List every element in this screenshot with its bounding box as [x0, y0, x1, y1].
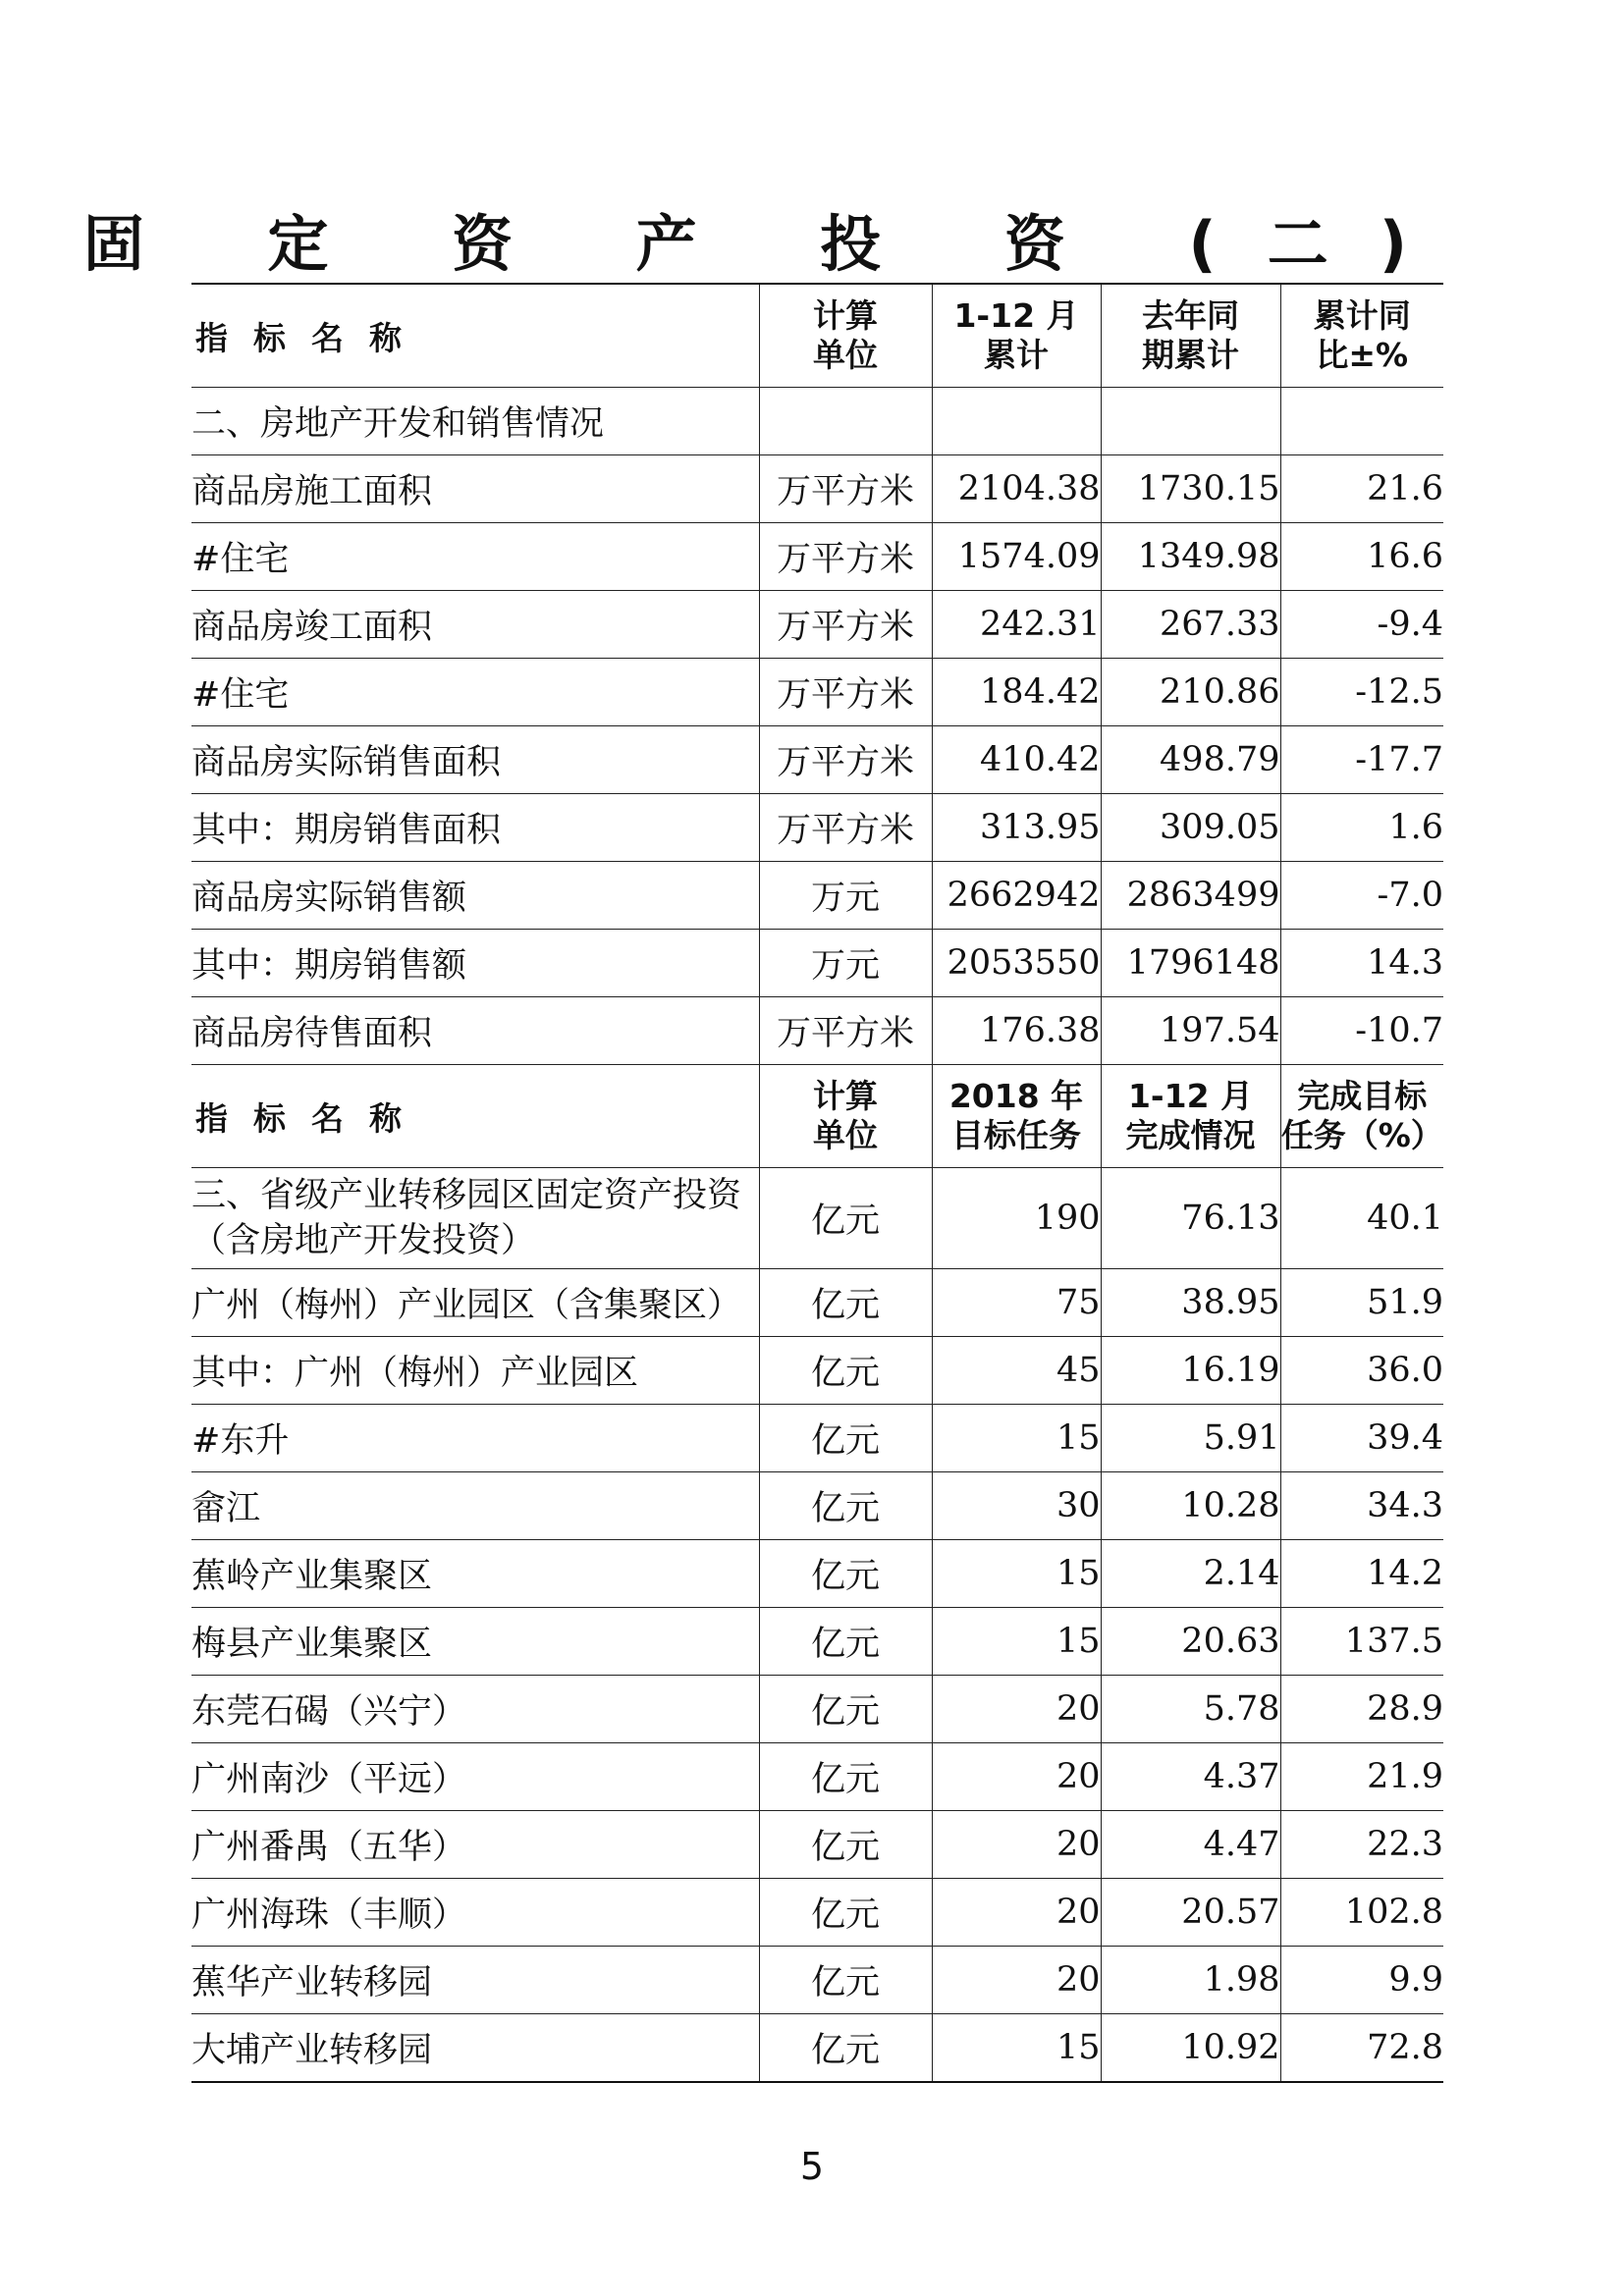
table-row [191, 1337, 1443, 1405]
row-name: 蕉岭产业集聚区 [191, 1540, 759, 1608]
row-completion-pct: 39.4 [1280, 1405, 1443, 1472]
row-completion-pct: 14.2 [1280, 1540, 1443, 1608]
table-row [191, 455, 1443, 523]
table-row [191, 1540, 1443, 1608]
header-completion-pct: 完成目标 任务（%） [1280, 1065, 1443, 1168]
row-target: 20 [932, 1811, 1101, 1879]
row-name: #东升 [191, 1405, 759, 1472]
table-row [191, 726, 1443, 794]
row-yoy: -10.7 [1280, 997, 1443, 1065]
row-unit: 万平方米 [759, 794, 932, 862]
table-row [191, 1608, 1443, 1676]
row-name: 大埔产业转移园 [191, 2014, 759, 2083]
row-cumulative: 313.95 [932, 794, 1101, 862]
row-completion: 20.57 [1101, 1879, 1280, 1947]
row-last-year: 1796148 [1101, 930, 1280, 997]
row-unit: 万元 [759, 930, 932, 997]
row-last-year: 2863499 [1101, 862, 1280, 930]
row-completion-pct: 9.9 [1280, 1947, 1443, 2014]
row-unit: 万平方米 [759, 997, 932, 1065]
row-completion: 76.13 [1101, 1168, 1280, 1269]
table-row [191, 1879, 1443, 1947]
header-indicator-name: 指标名称 [191, 1065, 759, 1168]
header-cumulative: 1-12 月 累计 [932, 284, 1101, 388]
row-unit: 万平方米 [759, 659, 932, 726]
row-completion-pct: 40.1 [1280, 1168, 1443, 1269]
row-target: 15 [932, 1540, 1101, 1608]
row-target: 20 [932, 1743, 1101, 1811]
row-target: 15 [932, 1405, 1101, 1472]
row-cumulative: 2053550 [932, 930, 1101, 997]
table-header-1 [191, 284, 1443, 388]
row-cumulative: 176.38 [932, 997, 1101, 1065]
row-unit: 亿元 [759, 1472, 932, 1540]
row-name: 广州海珠（丰顺） [191, 1879, 759, 1947]
row-last-year: 197.54 [1101, 997, 1280, 1065]
row-name: 其中：期房销售面积 [191, 794, 759, 862]
row-target: 20 [932, 1947, 1101, 2014]
row-completion: 20.63 [1101, 1608, 1280, 1676]
row-completion-pct: 137.5 [1280, 1608, 1443, 1676]
table-row [191, 1676, 1443, 1743]
row-name: 商品房竣工面积 [191, 591, 759, 659]
page-title: 固 定 资 产 投 资 (二) [82, 207, 1459, 280]
row-unit: 万平方米 [759, 523, 932, 591]
row-completion-pct: 72.8 [1280, 2014, 1443, 2083]
header-yoy: 累计同 比±% [1280, 284, 1443, 388]
row-target: 45 [932, 1337, 1101, 1405]
row-unit: 亿元 [759, 2014, 932, 2083]
row-last-year: 309.05 [1101, 794, 1280, 862]
row-cumulative: 242.31 [932, 591, 1101, 659]
row-last-year: 498.79 [1101, 726, 1280, 794]
row-name: 商品房待售面积 [191, 997, 759, 1065]
table-row [191, 997, 1443, 1065]
row-name: 商品房实际销售面积 [191, 726, 759, 794]
row-name: 蕉华产业转移园 [191, 1947, 759, 2014]
row-target: 190 [932, 1168, 1101, 1269]
row-cumulative: 2662942 [932, 862, 1101, 930]
row-unit: 万平方米 [759, 726, 932, 794]
row-unit: 亿元 [759, 1743, 932, 1811]
row-completion-pct: 28.9 [1280, 1676, 1443, 1743]
row-completion-pct: 36.0 [1280, 1337, 1443, 1405]
row-target: 75 [932, 1269, 1101, 1337]
row-yoy: 1.6 [1280, 794, 1443, 862]
row-completion-pct: 22.3 [1280, 1811, 1443, 1879]
row-last-year: 1349.98 [1101, 523, 1280, 591]
header-last-year: 去年同 期累计 [1101, 284, 1280, 388]
row-name: 广州南沙（平远） [191, 1743, 759, 1811]
row-completion: 5.91 [1101, 1405, 1280, 1472]
row-completion: 16.19 [1101, 1337, 1280, 1405]
table-row [191, 1472, 1443, 1540]
section-label: 二、房地产开发和销售情况 [191, 388, 759, 455]
row-cumulative: 410.42 [932, 726, 1101, 794]
row-unit: 万平方米 [759, 455, 932, 523]
row-completion: 4.47 [1101, 1811, 1280, 1879]
row-name: 商品房施工面积 [191, 455, 759, 523]
row-completion: 2.14 [1101, 1540, 1280, 1608]
row-unit: 亿元 [759, 1608, 932, 1676]
row-target: 20 [932, 1879, 1101, 1947]
section-row [191, 388, 1443, 455]
row-completion-pct: 21.9 [1280, 1743, 1443, 1811]
row-yoy: -12.5 [1280, 659, 1443, 726]
table-header-2 [191, 1065, 1443, 1168]
row-target: 15 [932, 1608, 1101, 1676]
row-yoy: -9.4 [1280, 591, 1443, 659]
table-row [191, 1168, 1443, 1269]
row-yoy: -17.7 [1280, 726, 1443, 794]
row-completion: 38.95 [1101, 1269, 1280, 1337]
table-row [191, 1743, 1443, 1811]
statistics-table [191, 283, 1443, 2083]
row-cumulative: 2104.38 [932, 455, 1101, 523]
row-target: 15 [932, 2014, 1101, 2083]
row-unit: 亿元 [759, 1947, 932, 2014]
header-indicator-name: 指标名称 [191, 284, 759, 388]
row-completion: 10.92 [1101, 2014, 1280, 2083]
row-name: 梅县产业集聚区 [191, 1608, 759, 1676]
header-unit: 计算 单位 [759, 284, 932, 388]
table-row [191, 1269, 1443, 1337]
header-target: 2018 年 目标任务 [932, 1065, 1101, 1168]
row-completion-pct: 34.3 [1280, 1472, 1443, 1540]
table-row [191, 1811, 1443, 1879]
table-row [191, 1405, 1443, 1472]
table-row [191, 1947, 1443, 2014]
row-completion: 5.78 [1101, 1676, 1280, 1743]
row-name: 三、省级产业转移园区固定资产投资（含房地产开发投资） [191, 1168, 759, 1269]
row-name: 东莞石碣（兴宁） [191, 1676, 759, 1743]
row-name: 商品房实际销售额 [191, 862, 759, 930]
page-number: 5 [799, 2145, 825, 2188]
row-name: 畲江 [191, 1472, 759, 1540]
table-row [191, 591, 1443, 659]
row-unit: 亿元 [759, 1676, 932, 1743]
row-name: #住宅 [191, 523, 759, 591]
row-unit: 亿元 [759, 1811, 932, 1879]
row-unit: 亿元 [759, 1168, 932, 1269]
row-completion: 10.28 [1101, 1472, 1280, 1540]
row-name: 广州（梅州）产业园区（含集聚区） [191, 1269, 759, 1337]
row-unit: 亿元 [759, 1337, 932, 1405]
row-last-year: 267.33 [1101, 591, 1280, 659]
header-unit: 计算 单位 [759, 1065, 932, 1168]
row-last-year: 210.86 [1101, 659, 1280, 726]
row-target: 20 [932, 1676, 1101, 1743]
row-yoy: 16.6 [1280, 523, 1443, 591]
row-completion-pct: 51.9 [1280, 1269, 1443, 1337]
row-unit: 亿元 [759, 1269, 932, 1337]
row-name: 其中：期房销售额 [191, 930, 759, 997]
row-cumulative: 1574.09 [932, 523, 1101, 591]
header-completion: 1-12 月 完成情况 [1101, 1065, 1280, 1168]
row-name: 广州番禺（五华） [191, 1811, 759, 1879]
row-yoy: 21.6 [1280, 455, 1443, 523]
table-row [191, 794, 1443, 862]
row-completion: 1.98 [1101, 1947, 1280, 2014]
row-unit: 亿元 [759, 1540, 932, 1608]
row-completion-pct: 102.8 [1280, 1879, 1443, 1947]
row-unit: 万平方米 [759, 591, 932, 659]
table-row [191, 862, 1443, 930]
row-target: 30 [932, 1472, 1101, 1540]
table-row [191, 930, 1443, 997]
table-row [191, 659, 1443, 726]
table-row [191, 2014, 1443, 2083]
row-completion: 4.37 [1101, 1743, 1280, 1811]
table-row [191, 523, 1443, 591]
row-unit: 万元 [759, 862, 932, 930]
row-cumulative: 184.42 [932, 659, 1101, 726]
row-unit: 亿元 [759, 1879, 932, 1947]
row-unit: 亿元 [759, 1405, 932, 1472]
row-last-year: 1730.15 [1101, 455, 1280, 523]
row-yoy: 14.3 [1280, 930, 1443, 997]
row-yoy: -7.0 [1280, 862, 1443, 930]
row-name: 其中：广州（梅州）产业园区 [191, 1337, 759, 1405]
row-name: #住宅 [191, 659, 759, 726]
